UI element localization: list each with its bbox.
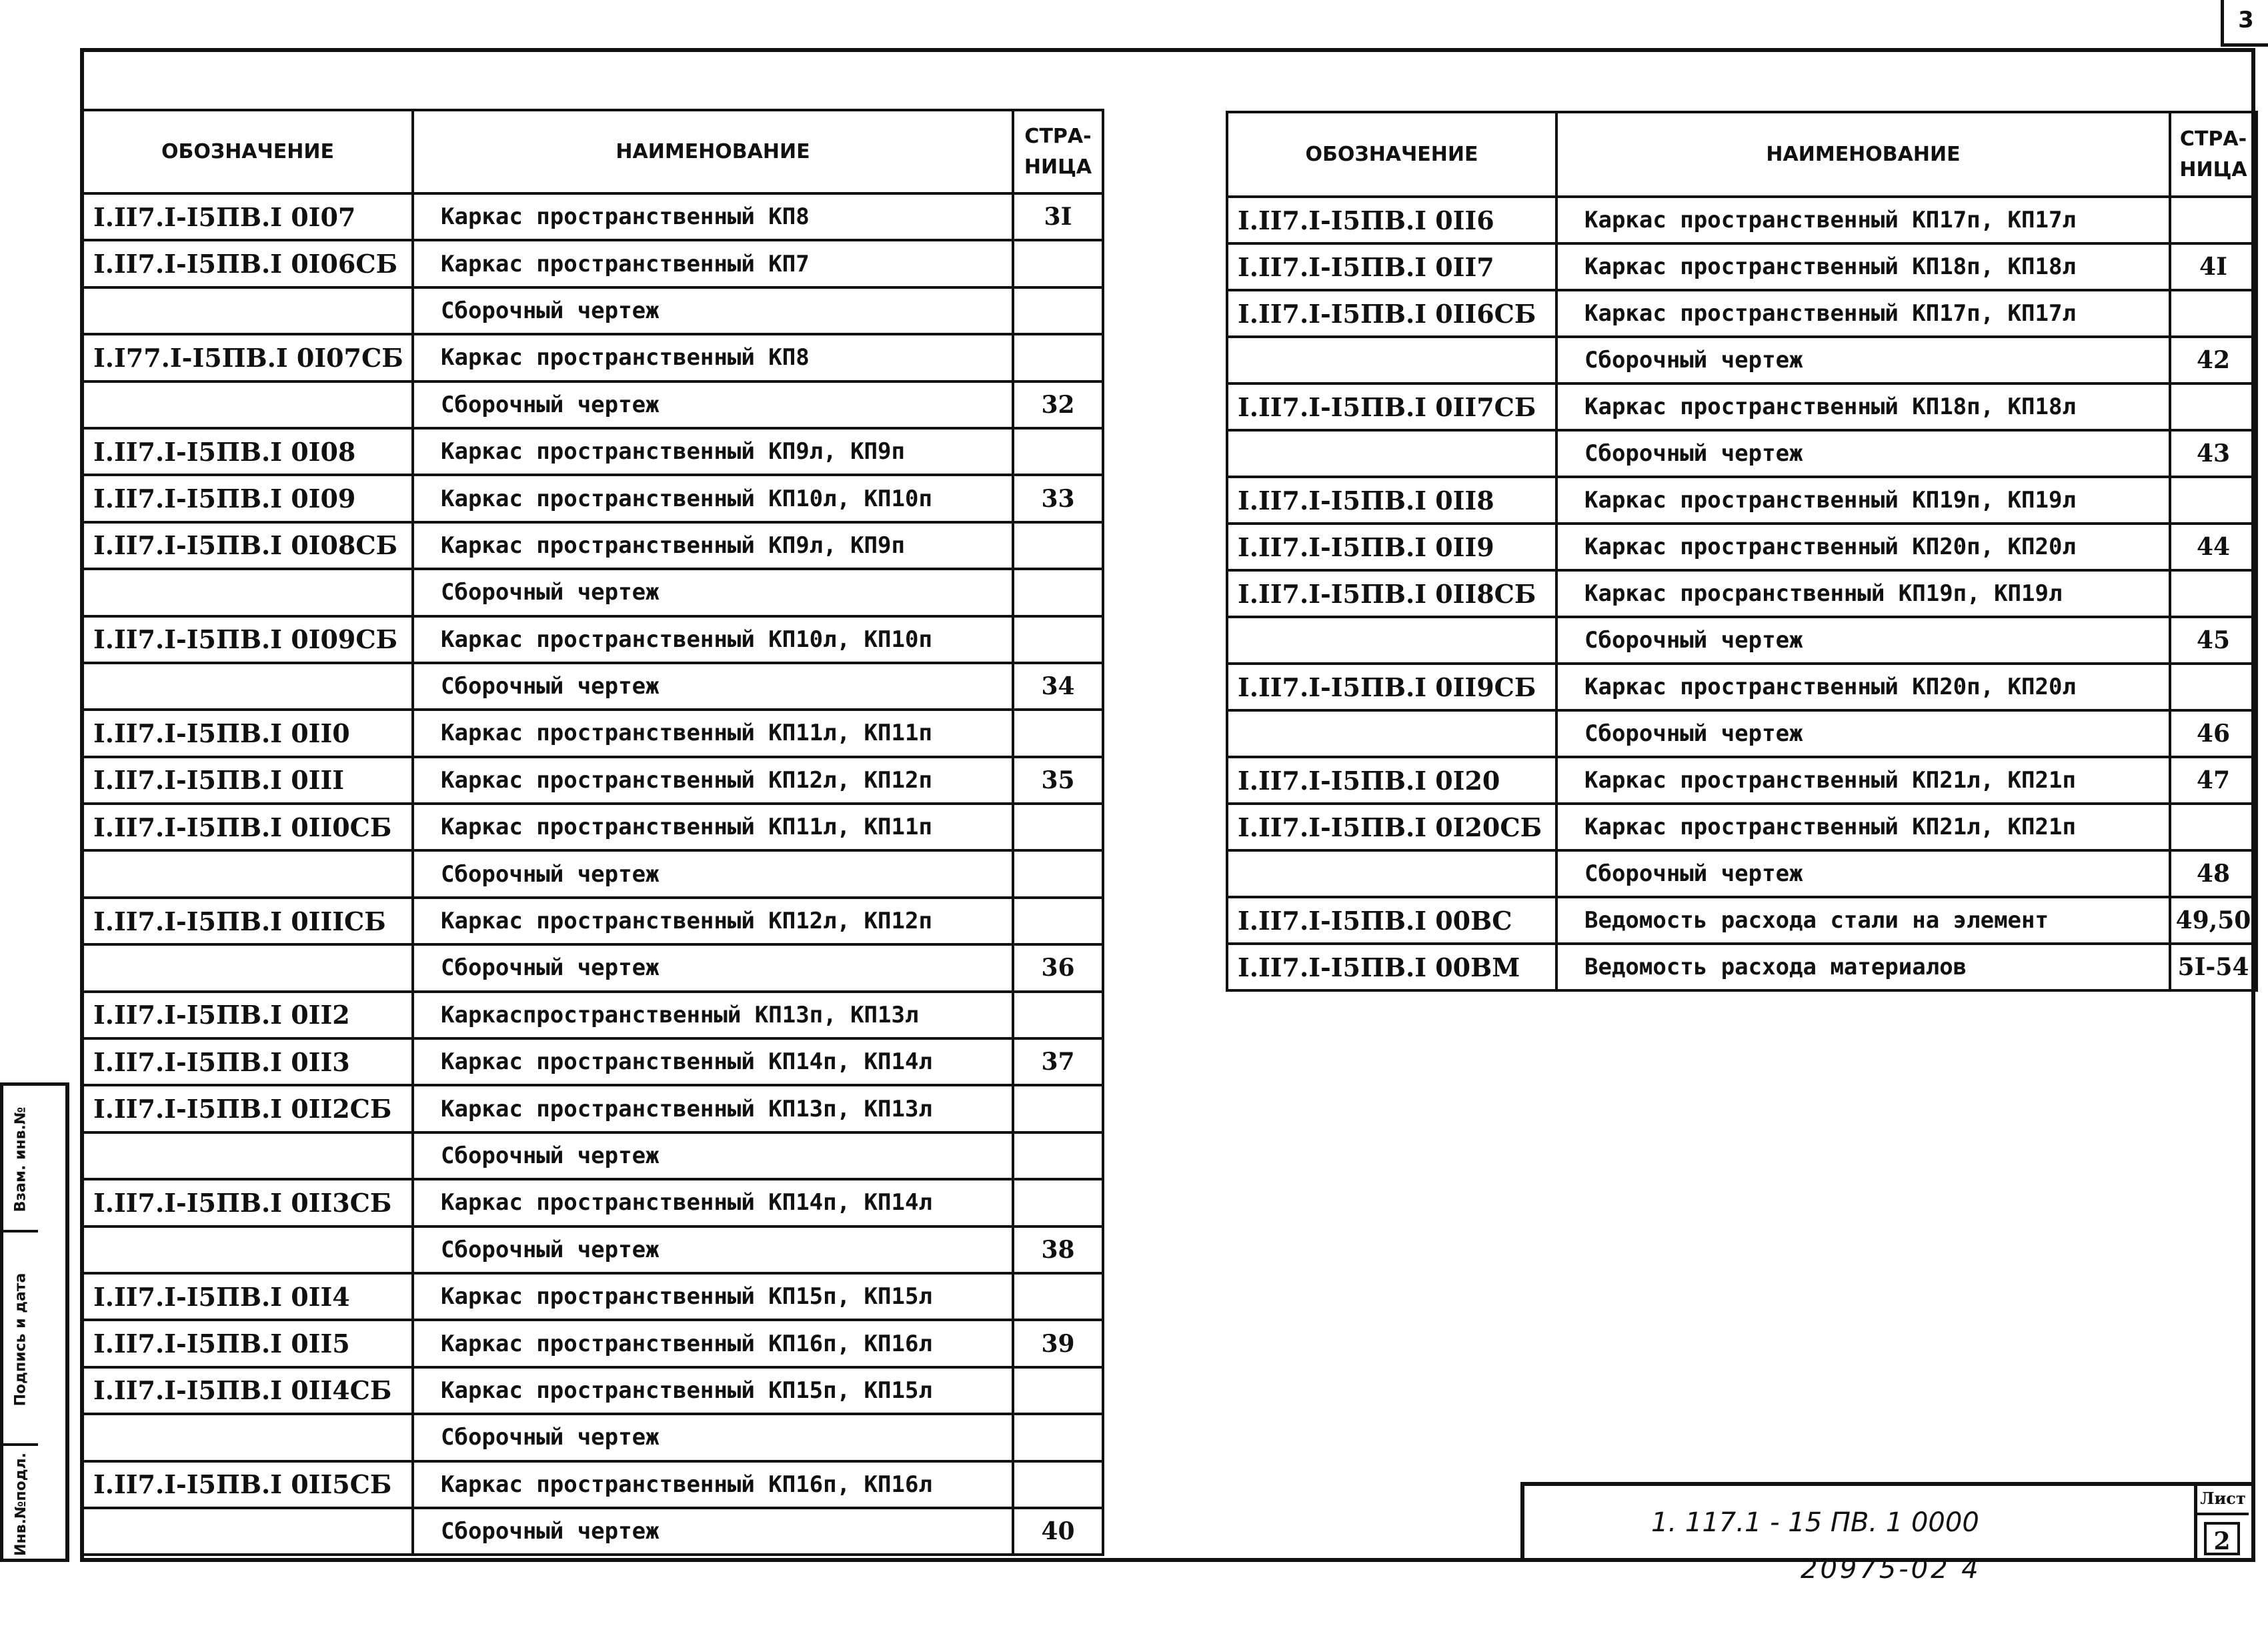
table-row bbox=[1227, 757, 2257, 804]
row-name: Каркас просранственный КП19п, КП19л bbox=[1556, 570, 2170, 617]
row-name: Сборочный чертеж bbox=[413, 850, 1013, 897]
row-page bbox=[1013, 334, 1103, 381]
table-row bbox=[83, 1132, 1103, 1179]
row-page: 49,50 bbox=[2170, 897, 2257, 944]
row-code bbox=[83, 850, 413, 897]
row-name: Каркас пространственный КП18п, КП18л bbox=[1556, 383, 2170, 430]
row-name: Каркас пространственный КП20п, КП20л bbox=[1556, 524, 2170, 570]
table-row bbox=[83, 1226, 1103, 1273]
row-name: Сборочный чертеж bbox=[413, 1226, 1013, 1273]
row-code: I.II7.I-I5ПВ.I 0I08СБ bbox=[83, 522, 413, 569]
row-name: Каркас пространственный КП18п, КП18л bbox=[1556, 243, 2170, 290]
row-code: I.II7.I-I5ПВ.I 0II6 bbox=[1227, 197, 1556, 243]
row-page: 4I bbox=[2170, 243, 2257, 290]
table-row bbox=[83, 334, 1103, 381]
row-page bbox=[2170, 477, 2257, 524]
row-page bbox=[1013, 1273, 1103, 1320]
row-code: I.II7.I-I5ПВ.I 0I09СБ bbox=[83, 616, 413, 663]
row-code: I.II7.I-I5ПВ.I 0I08 bbox=[83, 428, 413, 475]
row-code: I.II7.I-I5ПВ.I 0II4СБ bbox=[83, 1367, 413, 1414]
row-name: Каркас пространственный КП15п, КП15л bbox=[413, 1367, 1013, 1414]
table-row bbox=[83, 1461, 1103, 1508]
sheet-box bbox=[2194, 1486, 2249, 1562]
header-page: СТРА- НИЦА bbox=[2170, 112, 2257, 197]
table-row bbox=[83, 663, 1103, 710]
table-row bbox=[1227, 383, 2257, 430]
table-row bbox=[83, 804, 1103, 850]
table-row bbox=[83, 616, 1103, 663]
table-row bbox=[83, 898, 1103, 944]
row-page: 40 bbox=[1013, 1508, 1103, 1555]
row-page: 5I-54 bbox=[2170, 944, 2257, 990]
row-code bbox=[1227, 710, 1556, 757]
stub-label-replacement bbox=[3, 1086, 38, 1233]
sheet-corner-number: 3 bbox=[2221, 0, 2268, 47]
row-code: I.II7.I-I5ПВ.I 0I09 bbox=[83, 475, 413, 522]
table-row bbox=[83, 522, 1103, 569]
row-page bbox=[2170, 804, 2257, 850]
row-name: Каркас пространственный КП10л, КП10п bbox=[413, 475, 1013, 522]
row-code: I.II7.I-I5ПВ.I 0I20СБ bbox=[1227, 804, 1556, 850]
header-code: ОБОЗНАЧЕНИЕ bbox=[1227, 112, 1556, 197]
left-contents-table bbox=[81, 109, 1104, 1556]
row-name: Каркас пространственный КП17п, КП17л bbox=[1556, 197, 2170, 243]
table-row bbox=[83, 850, 1103, 897]
row-code bbox=[1227, 430, 1556, 477]
row-page: 37 bbox=[1013, 1038, 1103, 1085]
table-row bbox=[83, 1038, 1103, 1085]
table-row bbox=[83, 757, 1103, 804]
table-row bbox=[1227, 664, 2257, 710]
table-row bbox=[83, 475, 1103, 522]
row-name: Каркас пространственный КП13п, КП13л bbox=[413, 1085, 1013, 1132]
row-code bbox=[83, 1226, 413, 1273]
row-name: Каркас пространственный КП11л, КП11п bbox=[413, 710, 1013, 756]
row-code bbox=[83, 381, 413, 428]
table-row bbox=[1227, 850, 2257, 897]
row-page bbox=[1013, 898, 1103, 944]
row-page bbox=[1013, 522, 1103, 569]
row-code bbox=[1227, 850, 1556, 897]
row-code: I.II7.I-I5ПВ.I 0II7СБ bbox=[1227, 383, 1556, 430]
row-code bbox=[83, 287, 413, 334]
row-page bbox=[1013, 287, 1103, 334]
table-row bbox=[1227, 944, 2257, 990]
row-name: Ведомость расхода стали на элемент bbox=[1556, 897, 2170, 944]
row-code: I.II7.I-I5ПВ.I 0II6СБ bbox=[1227, 290, 1556, 337]
row-name: Каркас пространственный КП12л, КП12п bbox=[413, 898, 1013, 944]
row-page: 44 bbox=[2170, 524, 2257, 570]
row-page: 3I bbox=[1013, 193, 1103, 240]
table-row bbox=[1227, 243, 2257, 290]
row-name: Каркас пространственный КП9л, КП9п bbox=[413, 428, 1013, 475]
table-row bbox=[1227, 197, 2257, 243]
row-code: I.II7.I-I5ПВ.I 0II2СБ bbox=[83, 1085, 413, 1132]
stub-label-signature bbox=[3, 1233, 38, 1446]
row-code: I.II7.I-I5ПВ.I 0II8 bbox=[1227, 477, 1556, 524]
row-page bbox=[1013, 804, 1103, 850]
row-code: I.II7.I-I5ПВ.I 0II9СБ bbox=[1227, 664, 1556, 710]
row-name: Сборочный чертеж bbox=[413, 1508, 1013, 1555]
row-code bbox=[83, 663, 413, 710]
row-page: 42 bbox=[2170, 337, 2257, 383]
row-page: 48 bbox=[2170, 850, 2257, 897]
row-name: Каркас пространственный КП8 bbox=[413, 193, 1013, 240]
row-name: Каркас пространственный КП15п, КП15л bbox=[413, 1273, 1013, 1320]
table-row bbox=[1227, 337, 2257, 383]
row-page bbox=[1013, 710, 1103, 756]
row-name: Сборочный чертеж bbox=[413, 1132, 1013, 1179]
table-row bbox=[1227, 570, 2257, 617]
row-code: I.II7.I-I5ПВ.I 0II3 bbox=[83, 1038, 413, 1085]
row-name: Каркас пространственный КП14п, КП14л bbox=[413, 1038, 1013, 1085]
row-name: Сборочный чертеж bbox=[413, 944, 1013, 991]
row-code: I.II7.I-I5ПВ.I 0II0 bbox=[83, 710, 413, 756]
row-name: Сборочный чертеж bbox=[413, 569, 1013, 616]
row-page bbox=[1013, 1085, 1103, 1132]
table-row bbox=[1227, 710, 2257, 757]
row-name: Сборочный чертеж bbox=[413, 381, 1013, 428]
row-page: 47 bbox=[2170, 757, 2257, 804]
row-name: Каркас пространственный КП16п, КП16л bbox=[413, 1320, 1013, 1367]
row-page: 35 bbox=[1013, 757, 1103, 804]
row-page bbox=[1013, 1367, 1103, 1414]
row-page: 46 bbox=[2170, 710, 2257, 757]
right-contents-table bbox=[1226, 111, 2258, 992]
row-page bbox=[1013, 569, 1103, 616]
row-page bbox=[1013, 1414, 1103, 1461]
table-header-row bbox=[1227, 112, 2257, 197]
row-name: Каркас пространственный КП14п, КП14л bbox=[413, 1179, 1013, 1226]
table-row bbox=[83, 710, 1103, 756]
row-page bbox=[1013, 240, 1103, 287]
header-name: НАИМЕНОВАНИЕ bbox=[1556, 112, 2170, 197]
row-page: 33 bbox=[1013, 475, 1103, 522]
row-page: 38 bbox=[1013, 1226, 1103, 1273]
row-page bbox=[1013, 1132, 1103, 1179]
stub-label-text: Взам. инв.№ bbox=[12, 1106, 29, 1212]
sheet-number: 2 bbox=[2204, 1522, 2240, 1555]
row-name: Каркас пространственный КП19п, КП19л bbox=[1556, 477, 2170, 524]
table-row bbox=[83, 240, 1103, 287]
row-page bbox=[2170, 290, 2257, 337]
row-code: I.II7.I-I5ПВ.I 0IIIСБ bbox=[83, 898, 413, 944]
side-stamp bbox=[0, 1082, 69, 1562]
row-name: Сборочный чертеж bbox=[413, 287, 1013, 334]
row-code: I.II7.I-I5ПВ.I 00ВС bbox=[1227, 897, 1556, 944]
table-row bbox=[83, 1273, 1103, 1320]
row-name: Каркас пространственный КП12л, КП12п bbox=[413, 757, 1013, 804]
row-name: Каркас пространственный КП8 bbox=[413, 334, 1013, 381]
row-page: 45 bbox=[2170, 617, 2257, 664]
table-row bbox=[83, 944, 1103, 991]
row-code: I.II7.I-I5ПВ.I 0II5 bbox=[83, 1320, 413, 1367]
row-name: Каркас пространственный КП9л, КП9п bbox=[413, 522, 1013, 569]
row-name: Каркас пространственный КП10л, КП10п bbox=[413, 616, 1013, 663]
stub-label-text: Инв.№подл. bbox=[12, 1453, 29, 1556]
table-row bbox=[83, 1085, 1103, 1132]
row-name: Сборочный чертеж bbox=[413, 663, 1013, 710]
table-row bbox=[83, 193, 1103, 240]
row-page: 36 bbox=[1013, 944, 1103, 991]
row-name: Каркас пространственный КП7 bbox=[413, 240, 1013, 287]
row-page bbox=[2170, 383, 2257, 430]
row-code bbox=[83, 1508, 413, 1555]
table-row bbox=[1227, 290, 2257, 337]
row-code: I.II7.I-I5ПВ.I 0II5СБ bbox=[83, 1461, 413, 1508]
row-code: I.II7.I-I5ПВ.I 0III bbox=[83, 757, 413, 804]
row-code bbox=[83, 1132, 413, 1179]
row-name: Каркас пространственный КП17п, КП17л bbox=[1556, 290, 2170, 337]
header-page: СТРА- НИЦА bbox=[1013, 110, 1103, 193]
table-row bbox=[83, 1320, 1103, 1367]
row-page: 39 bbox=[1013, 1320, 1103, 1367]
row-code: I.II7.I-I5ПВ.I 0I07 bbox=[83, 193, 413, 240]
row-page: 34 bbox=[1013, 663, 1103, 710]
table-row bbox=[1227, 617, 2257, 664]
row-page bbox=[1013, 992, 1103, 1038]
row-name: Каркас пространственный КП21л, КП21п bbox=[1556, 757, 2170, 804]
row-name: Каркас пространственный КП20п, КП20л bbox=[1556, 664, 2170, 710]
table-row bbox=[1227, 430, 2257, 477]
row-name: Ведомость расхода материалов bbox=[1556, 944, 2170, 990]
row-code: I.II7.I-I5ПВ.I 0I20 bbox=[1227, 757, 1556, 804]
header-code: ОБОЗНАЧЕНИЕ bbox=[83, 110, 413, 193]
archive-number: 20975-02 4 bbox=[1801, 1554, 1981, 1585]
table-row bbox=[83, 1179, 1103, 1226]
row-name: Каркас пространственный КП21л, КП21п bbox=[1556, 804, 2170, 850]
row-code bbox=[83, 944, 413, 991]
table-row bbox=[83, 287, 1103, 334]
row-code: I.II7.I-I5ПВ.I 0II7 bbox=[1227, 243, 1556, 290]
row-page bbox=[2170, 664, 2257, 710]
title-block bbox=[1520, 1482, 2255, 1562]
table-row bbox=[83, 992, 1103, 1038]
row-name: Сборочный чертеж bbox=[1556, 850, 2170, 897]
row-name: Каркаспространственный КП13п, КП13л bbox=[413, 992, 1013, 1038]
header-name: НАИМЕНОВАНИЕ bbox=[413, 110, 1013, 193]
row-name: Сборочный чертеж bbox=[1556, 337, 2170, 383]
sheet-label: Лист bbox=[2197, 1486, 2249, 1515]
table-row bbox=[83, 381, 1103, 428]
table-row bbox=[83, 428, 1103, 475]
row-page bbox=[2170, 570, 2257, 617]
table-row bbox=[1227, 804, 2257, 850]
row-code bbox=[1227, 617, 1556, 664]
row-code: I.I77.I-I5ПВ.I 0I07СБ bbox=[83, 334, 413, 381]
table-row bbox=[83, 1508, 1103, 1555]
row-code: I.II7.I-I5ПВ.I 0I06СБ bbox=[83, 240, 413, 287]
row-page bbox=[1013, 1179, 1103, 1226]
document-code: 1. 117.1 - 15 ПВ. 1 0000 bbox=[1651, 1507, 1979, 1538]
row-code: I.II7.I-I5ПВ.I 0II9 bbox=[1227, 524, 1556, 570]
row-page bbox=[1013, 1461, 1103, 1508]
row-page bbox=[1013, 616, 1103, 663]
row-page: 43 bbox=[2170, 430, 2257, 477]
row-name: Каркас пространственный КП11л, КП11п bbox=[413, 804, 1013, 850]
table-row bbox=[83, 1414, 1103, 1461]
row-code: I.II7.I-I5ПВ.I 00ВМ bbox=[1227, 944, 1556, 990]
row-code: I.II7.I-I5ПВ.I 0II0СБ bbox=[83, 804, 413, 850]
row-code: I.II7.I-I5ПВ.I 0II2 bbox=[83, 992, 413, 1038]
row-name: Сборочный чертеж bbox=[413, 1414, 1013, 1461]
row-page bbox=[1013, 428, 1103, 475]
table-row bbox=[1227, 477, 2257, 524]
row-page bbox=[1013, 850, 1103, 897]
row-name: Сборочный чертеж bbox=[1556, 710, 2170, 757]
row-code: I.II7.I-I5ПВ.I 0II3СБ bbox=[83, 1179, 413, 1226]
row-name: Каркас пространственный КП16п, КП16л bbox=[413, 1461, 1013, 1508]
table-row bbox=[83, 1367, 1103, 1414]
row-code: I.II7.I-I5ПВ.I 0II8СБ bbox=[1227, 570, 1556, 617]
table-row bbox=[1227, 897, 2257, 944]
stub-label-inventory bbox=[3, 1446, 38, 1563]
row-name: Сборочный чертеж bbox=[1556, 430, 2170, 477]
row-page: 32 bbox=[1013, 381, 1103, 428]
row-code bbox=[83, 569, 413, 616]
row-code: I.II7.I-I5ПВ.I 0II4 bbox=[83, 1273, 413, 1320]
row-code bbox=[1227, 337, 1556, 383]
table-row bbox=[83, 569, 1103, 616]
table-header-row bbox=[83, 110, 1103, 193]
row-name: Сборочный чертеж bbox=[1556, 617, 2170, 664]
row-page bbox=[2170, 197, 2257, 243]
row-code bbox=[83, 1414, 413, 1461]
stub-label-text: Подпись и дата bbox=[12, 1273, 29, 1406]
table-row bbox=[1227, 524, 2257, 570]
